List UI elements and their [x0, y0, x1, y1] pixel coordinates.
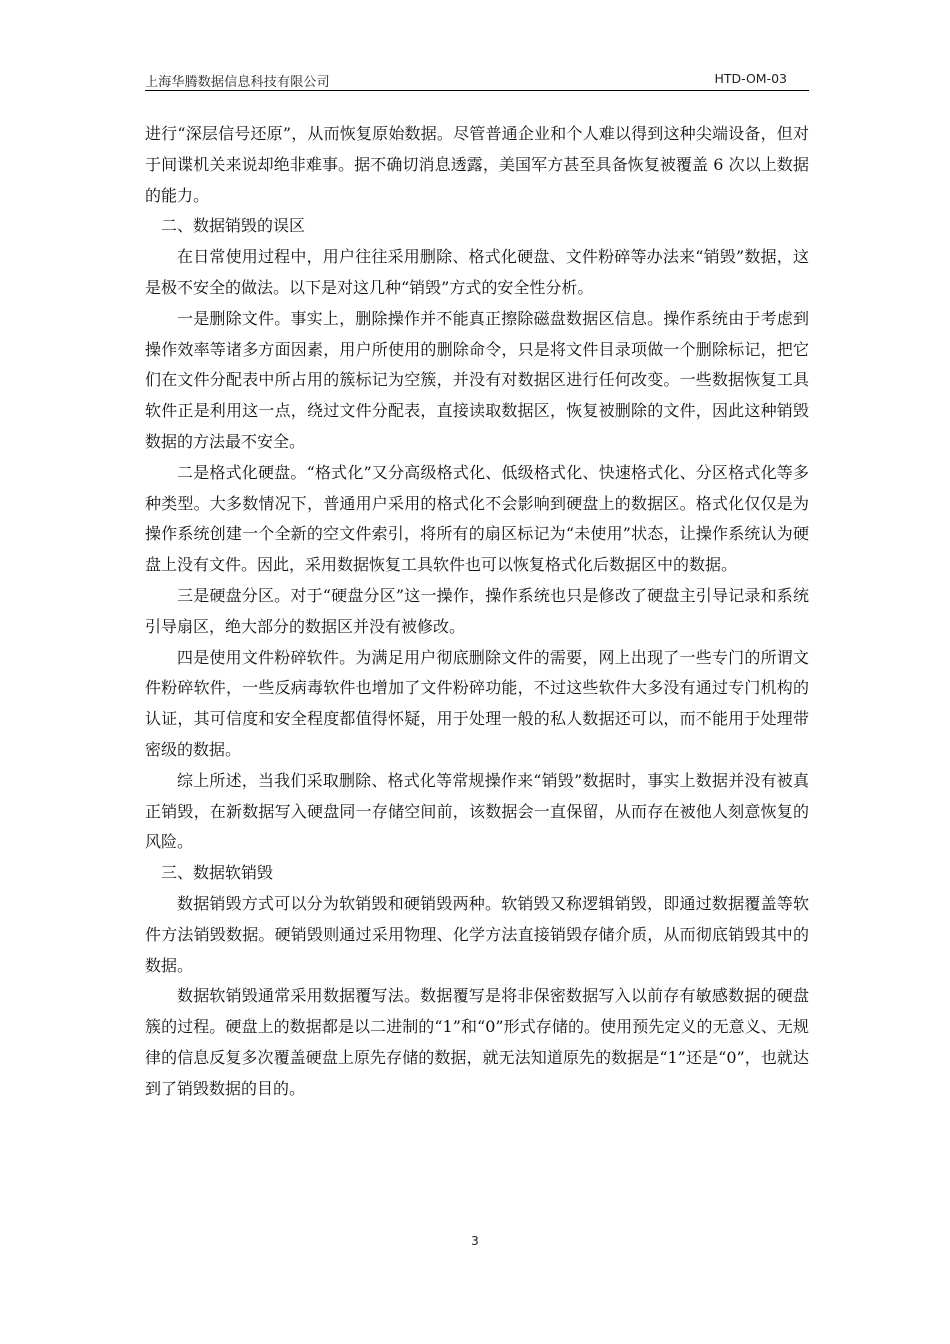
paragraph-summary: 综上所述，当我们采取删除、格式化等常规操作来“销毁”数据时，事实上数据并没有被真正销毁，在新数据写入硬盘同一存储空间前，该数据会一直保留，从而存在被他人刻意恢复的风险。 [145, 770, 809, 852]
company-name: 上海华腾数据信息科技有限公司 [145, 75, 330, 90]
page-number: 3 [471, 1234, 479, 1248]
section-heading-soft-destruction: 三、数据软销毁 [161, 863, 274, 883]
document-number: HTD-OM-03 [714, 71, 787, 86]
paragraph-continuation: 进行“深层信号还原”，从而恢复原始数据。尽管普通企业和个人难以得到这种尖端设备，但对于间谍机关来说却绝非难事。据不确切消息透露，美国军方甚至具备恢复被覆盖 6 次以上数据的能力。 [145, 124, 809, 205]
paragraph-shredder: 四是使用文件粉碎软件。为满足用户彻底删除文件的需要，网上出现了一些专门的所谓文件粉碎软件，一些反病毒软件也增加了文件粉碎功能，不过这些软件大多没有通过专门机构的认证，其可信度和安全程度都值得怀疑，用于处理一般的私人数据还可以，而不能用于处理带密级的数据。 [145, 647, 809, 759]
paragraph-overwrite: 数据软销毁通常采用数据覆写法。数据覆写是将非保密数据写入以前存有敏感数据的硬盘簇的过程。硬盘上的数据都是以二进制的“1”和“0”形式存储的。使用预先定义的无意义、无规律的信息反复多次覆盖硬盘上原先存储的数据，就无法知道原先的数据是“1”还是“0”，也就达到了销毁数据的目的。 [145, 986, 809, 1098]
document-body [145, 119, 809, 1105]
section-heading-misconceptions: 二、数据销毁的误区 [161, 216, 306, 236]
paragraph-destruction-methods: 数据销毁方式可以分为软销毁和硬销毁两种。软销毁又称逻辑销毁，即通过数据覆盖等软件方法销毁数据。硬销毁则通过采用物理、化学方法直接销毁存储介质，从而彻底销毁其中的数据。 [145, 893, 809, 975]
paragraph-delete-files: 一是删除文件。事实上，删除操作并不能真正擦除磁盘数据区信息。操作系统由于考虑到操作效率等诸多方面因素，用户所使用的删除命令，只是将文件目录项做一个删除标记，把它们在文件分配表中所占用的簇标记为空簇，并没有对数据区进行任何改变。一些数据恢复工具软件正是利用这一点，绕过文件分配表，直接读取数据区，恢复被删除的文件，因此这种销毁数据的方法最不安全。 [145, 308, 809, 451]
page-header [145, 70, 809, 91]
paragraph-format-disk: 二是格式化硬盘。“格式化”又分高级格式化、低级格式化、快速格式化、分区格式化等多种类型。大多数情况下，普通用户采用的格式化不会影响到硬盘上的数据区。格式化仅仅是为操作系统创建一个全新的空文件索引，将所有的扇区标记为“未使用”状态，让操作系统认为硬盘上没有文件。因此，采用数据恢复工具软件也可以恢复格式化后数据区中的数据。 [145, 462, 809, 575]
paragraph-partition: 三是硬盘分区。对于“硬盘分区”这一操作，操作系统也只是修改了硬盘主引导记录和系统引导扇区，绝大部分的数据区并没有被修改。 [145, 585, 809, 636]
paragraph-intro: 在日常使用过程中，用户往往采用删除、格式化硬盘、文件粉碎等办法来“销毁”数据，这是极不安全的做法。以下是对这几种“销毁”方式的安全性分析。 [145, 247, 809, 297]
